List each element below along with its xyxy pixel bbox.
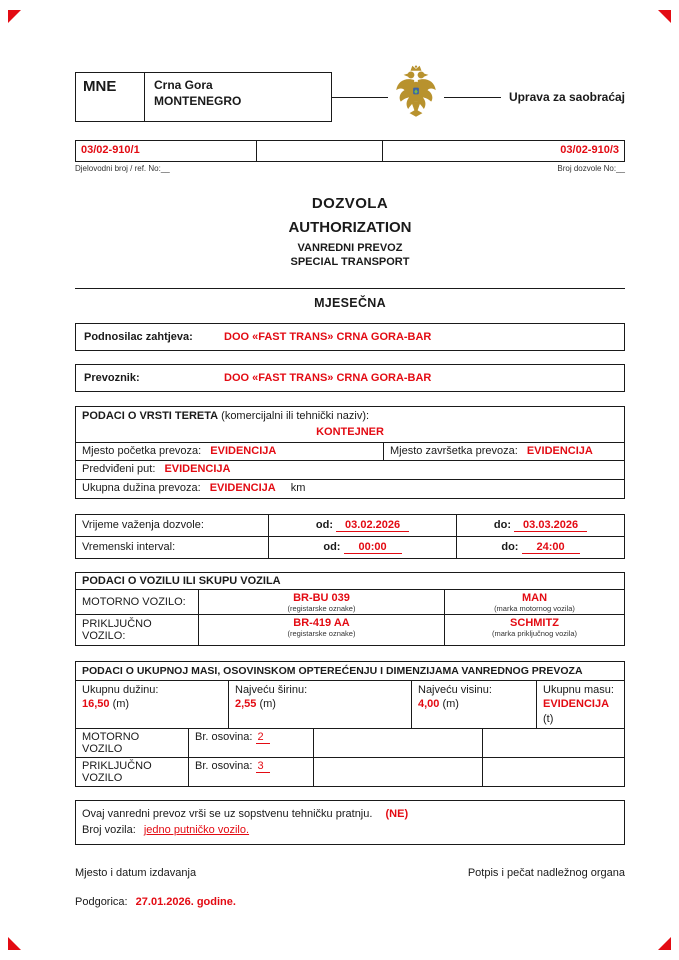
crop-mark-top-right-icon: [658, 10, 671, 23]
ref-number-left: 03/02-910/1: [76, 141, 257, 161]
motor-axles-empty-2: [483, 729, 624, 757]
country-name: [145, 73, 331, 121]
title-dozvola: DOZVOLA: [311, 195, 389, 212]
ref-caption-right: Broj dozvole No:__: [557, 164, 625, 173]
trailer-axles-empty-2: [483, 758, 624, 786]
vehicles-box: [75, 572, 625, 646]
carrier-box: [75, 364, 625, 392]
length-label: Ukupnu dužinu:: [82, 683, 159, 696]
validity-box: [75, 514, 625, 559]
motor-axles-cell: [189, 729, 314, 757]
height-value: 4,00: [418, 698, 440, 711]
validity-to-label: do:: [493, 518, 511, 531]
validity-from-date: 03.02.2026: [336, 519, 409, 532]
interval-to-time: 24:00: [522, 541, 580, 554]
coat-of-arms-icon: [388, 63, 444, 124]
cargo-title-rest: (komercijalni ili tehnički naziv):: [218, 410, 370, 422]
validity-to-date: 03.03.2026: [514, 519, 587, 532]
interval-label: Vremenski interval:: [76, 537, 269, 558]
signature-stamp-label: Potpis i pečat nadležnog organa: [467, 866, 625, 879]
applicant-box: [75, 323, 625, 351]
motor-axles-empty-1: [314, 729, 483, 757]
mass-cell: [537, 681, 624, 728]
validity-dates-row: [76, 515, 624, 536]
height-cell: [412, 681, 537, 728]
country-box: [75, 72, 332, 122]
cargo-start-cell: [76, 443, 384, 461]
escort-line2: [82, 822, 618, 839]
trailer-vehicle-plate: BR-419 AA: [293, 616, 350, 629]
carrier-value: DOO «FAST TRANS» CRNA GORA-BAR: [224, 372, 432, 384]
trailer-vehicle-row: [76, 614, 624, 645]
cargo-length-value: EVIDENCIJA: [209, 482, 276, 494]
cargo-end-value: EVIDENCIJA: [526, 444, 593, 457]
motor-vehicle-label: MOTORNO VOZILO:: [76, 590, 199, 614]
crop-mark-bottom-right-icon: [658, 937, 671, 950]
header-rule-left: [332, 97, 388, 98]
cargo-title: [76, 407, 624, 425]
escort-vehicles-value: jedno putničko vozilo.: [143, 824, 250, 837]
time-interval-row: [76, 536, 624, 558]
applicant-label: Podnosilac zahtjeva:: [84, 331, 193, 343]
cargo-start-label: Mjesto početka prevoza:: [82, 444, 202, 457]
motor-axles-row: [76, 729, 624, 757]
subtitle-special-transport: SPECIAL TRANSPORT: [290, 256, 410, 268]
cargo-places-row: [76, 443, 624, 462]
length-value: 16,50: [82, 698, 110, 711]
cargo-end-label: Mjesto završetka prevoza:: [390, 444, 518, 457]
trailer-axles-cell: [189, 758, 314, 786]
validity-from-cell: [269, 515, 457, 536]
signature-row: [75, 867, 625, 879]
issue-date: 27.01.2026. godine.: [135, 895, 236, 908]
issue-place-line: [75, 896, 625, 908]
trailer-vehicle-plate-caption: (registarske oznake): [287, 628, 356, 638]
motor-vehicle-brand: MAN: [521, 591, 548, 604]
ref-middle-cell: [257, 141, 383, 161]
cargo-name: KONTEJNER: [76, 425, 624, 443]
trailer-axles-count: 3: [256, 760, 270, 773]
motor-vehicle-row: [76, 590, 624, 614]
trailer-vehicle-brand-caption: (marka priključnog vozila): [491, 628, 578, 638]
motor-vehicle-brand-caption: (marka motornog vozila): [494, 603, 575, 613]
cargo-box: [75, 406, 625, 499]
motor-axles-count: 2: [256, 731, 270, 744]
height-unit: (m): [442, 698, 459, 711]
cargo-route-label: Predviđeni put:: [82, 463, 156, 476]
interval-from-label: od:: [323, 540, 341, 553]
interval-to-cell: [457, 537, 624, 558]
agency-name: Uprava za saobraćaj: [508, 90, 625, 104]
issue-place-date-label: Mjesto i datum izdavanja: [75, 866, 197, 879]
crop-mark-top-left-icon: [8, 10, 21, 23]
trailer-vehicle-label: PRIKLJUČNO VOZILO:: [76, 615, 199, 645]
trailer-axles-label: PRIKLJUČNO VOZILO: [76, 758, 189, 786]
motor-axles-count-label: Br. osovina:: [195, 730, 253, 743]
motor-vehicle-brand-cell: [445, 590, 624, 614]
cargo-route-row: [76, 461, 624, 480]
motor-vehicle-plate: BR-BU 039: [293, 591, 350, 604]
subtitle-vanredni-prevoz: VANREDNI PREVOZ: [297, 242, 403, 254]
title-authorization: AUTHORIZATION: [288, 219, 412, 236]
cargo-length-unit: km: [290, 482, 306, 494]
validity-to-cell: [457, 515, 624, 536]
interval-from-time: 00:00: [344, 541, 402, 554]
cargo-title-bold: PODACI O VRSTI TERETA: [82, 410, 219, 422]
dimensions-box: [75, 661, 625, 787]
length-unit: (m): [112, 698, 130, 711]
permit-number-right: 03/02-910/3: [560, 144, 619, 156]
vehicles-title: PODACI O VOZILU ILI SKUPU VOZILA: [76, 573, 624, 590]
country-line2: MONTENEGRO: [154, 93, 242, 108]
width-value: 2,55: [235, 698, 257, 711]
validity-label: Vrijeme važenja dozvole:: [76, 515, 269, 536]
width-unit: (m): [259, 698, 276, 711]
reference-captions: [75, 164, 625, 173]
cargo-length-row: [76, 480, 624, 498]
document-header: [75, 72, 625, 122]
trailer-vehicle-plate-cell: [199, 615, 445, 645]
dimensions-values-row: [76, 681, 624, 729]
trailer-axles-empty-1: [314, 758, 483, 786]
carrier-label: Prevoznik:: [84, 372, 140, 384]
interval-to-label: do:: [501, 540, 519, 553]
trailer-vehicle-brand: SCHMITZ: [510, 616, 559, 629]
applicant-value: DOO «FAST TRANS» CRNA GORA-BAR: [224, 331, 432, 343]
trailer-axles-row: [76, 757, 624, 786]
validity-from-label: od:: [315, 518, 333, 531]
mass-value: EVIDENCIJA: [543, 698, 610, 711]
ref-caption-left: Djelovodni broj / ref. No:__: [75, 164, 170, 173]
header-rule-right: [444, 97, 500, 98]
divider-rule: [75, 288, 625, 289]
width-cell: [229, 681, 412, 728]
trailer-axles-count-label: Br. osovina:: [195, 759, 253, 772]
length-cell: [76, 681, 229, 728]
interval-from-cell: [269, 537, 457, 558]
escort-statement: Ovaj vanredni prevoz vrši se uz sopstvenu tehničku pratnju.: [82, 807, 373, 820]
cargo-end-cell: [384, 443, 624, 461]
reference-number-table: [75, 140, 625, 162]
mass-label: Ukupnu masu:: [543, 683, 614, 696]
escort-vehicles-label: Broj vozila:: [82, 824, 136, 837]
width-label: Najveću širinu:: [235, 683, 308, 696]
escort-answer: (NE): [385, 807, 409, 820]
mass-unit: (t): [543, 712, 554, 725]
escort-line1: [82, 806, 618, 823]
cargo-route-value: EVIDENCIJA: [164, 463, 231, 476]
document-content: [75, 72, 625, 908]
cargo-start-value: EVIDENCIJA: [210, 444, 277, 457]
issue-place: Podgorica:: [75, 895, 128, 908]
country-line1: Crna Gora: [154, 78, 213, 92]
crop-mark-bottom-left-icon: [8, 937, 21, 950]
height-label: Najveću visinu:: [418, 683, 492, 696]
dimensions-title: PODACI O UKUPNOJ MASI, OSOVINSKOM OPTEREĆENJU I DIMENZIJAMA VANREDNOG PREVOZA: [76, 662, 624, 681]
trailer-vehicle-brand-cell: [445, 615, 624, 645]
motor-vehicle-plate-caption: (registarske oznake): [287, 603, 356, 613]
motor-axles-label: MOTORNO VOZILO: [76, 729, 189, 757]
escort-box: [75, 800, 625, 845]
permit-period: MJESEČNA: [314, 296, 386, 310]
country-code: MNE: [76, 73, 145, 121]
cargo-length-label: Ukupna dužina prevoza:: [82, 482, 201, 494]
motor-vehicle-plate-cell: [199, 590, 445, 614]
